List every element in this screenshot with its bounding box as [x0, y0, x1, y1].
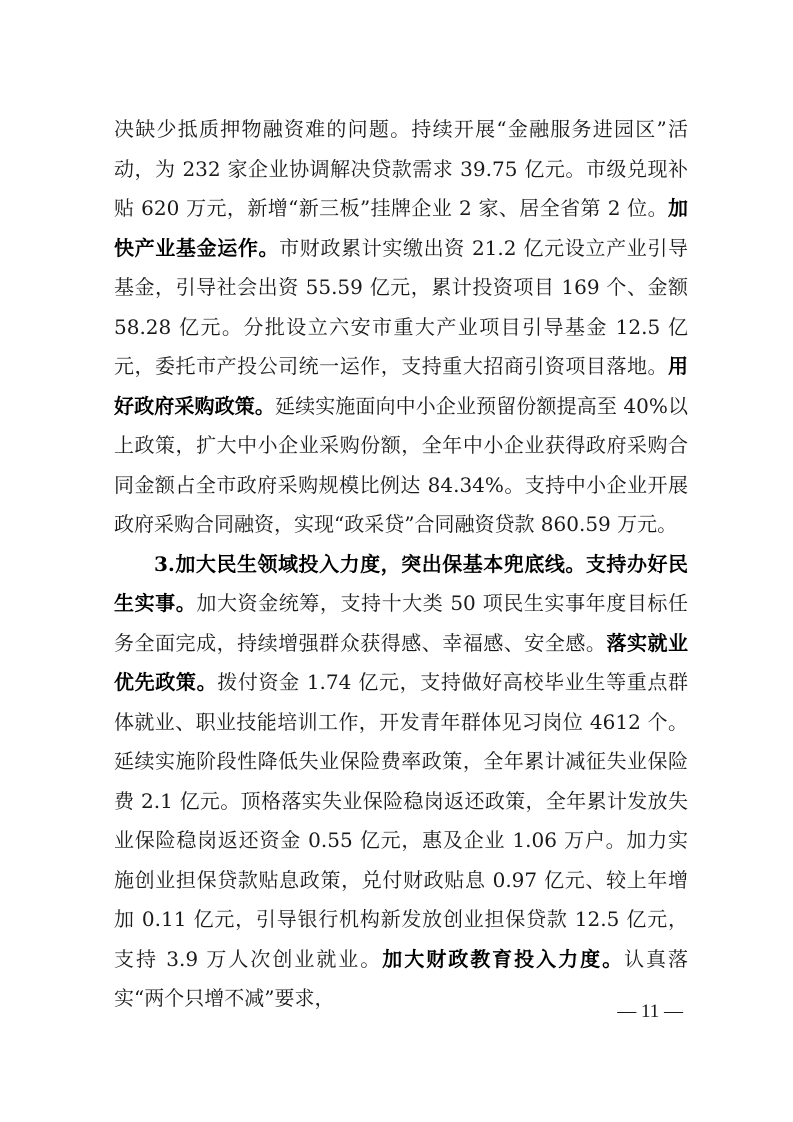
- text-run: 加大资金统筹，支持十大类 50 项民生实事年度目标任务全面完成，持续增强群众获得感、幸福感、安全感。: [114, 591, 689, 655]
- bold-heading-run: 落实就业优先政策。: [114, 630, 689, 694]
- text-run: 拨付资金 1.74 亿元，支持做好高校毕业生等重点群体就业、职业技能培训工作，开发青年群体见习岗位 4612 个。延续实施阶段性降低失业保险费率政策，全年累计减征失业保险费 2.1 亿元。顶格落实失业保险稳岗返还政策，全年累计发放失业保险稳岗返还资金 0.55 亿元，惠及企业 1.06 万户。加力实施创业担保贷款贴息政策，兑付财政贴息 0.97 亿元、较上年增加 0.11 亿元，引导银行机构新发放创业担保贷款 12.5 亿元，支持 3.9 万人次创业就业。: [114, 670, 689, 971]
- bold-heading-run: 3.加大民生领域投入力度，突出保基本兜底线。支持办好民生实事。: [114, 551, 688, 615]
- bold-heading-run: 加快产业基金运作。: [114, 196, 688, 260]
- text-run: 认真落实“两个只增不减”要求，: [114, 946, 689, 1010]
- text-run: 市财政累计实缴出资 21.2 亿元设立产业引导基金，引导社会出资 55.59 亿元，累计投资项目 169 个、金额 58.28 亿元。分批设立六安市重大产业项目引导基金 12.5 亿元，委托市产投公司统一运作，支持重大招商引资项目落地。: [114, 235, 688, 378]
- bold-heading-run: 加大财政教育投入力度。: [382, 946, 625, 971]
- body-text: [114, 110, 688, 1019]
- page-number: — 11 —: [617, 1001, 683, 1022]
- text-run: 决缺少抵质押物融资难的问题。持续开展“金融服务进园区”活动，为 232 家企业协调解决贷款需求 39.75 亿元。市级兑现补贴 620 万元，新增“新三板”挂牌企业 2 家、居全省第 2 位。: [114, 117, 688, 220]
- text-run: 延续实施面向中小企业预留份额提高至 40%以上政策，扩大中小企业采购份额，全年中小企业获得政府采购合同金额占全市政府采购规模比例达 84.34%。支持中小企业开展政府采购合同融资，实现“政采贷”合同融资贷款 860.59 万元。: [114, 393, 689, 536]
- bold-heading-run: 用好政府采购政策。: [114, 354, 688, 418]
- paragraph: [114, 545, 688, 1019]
- paragraph: [114, 110, 688, 545]
